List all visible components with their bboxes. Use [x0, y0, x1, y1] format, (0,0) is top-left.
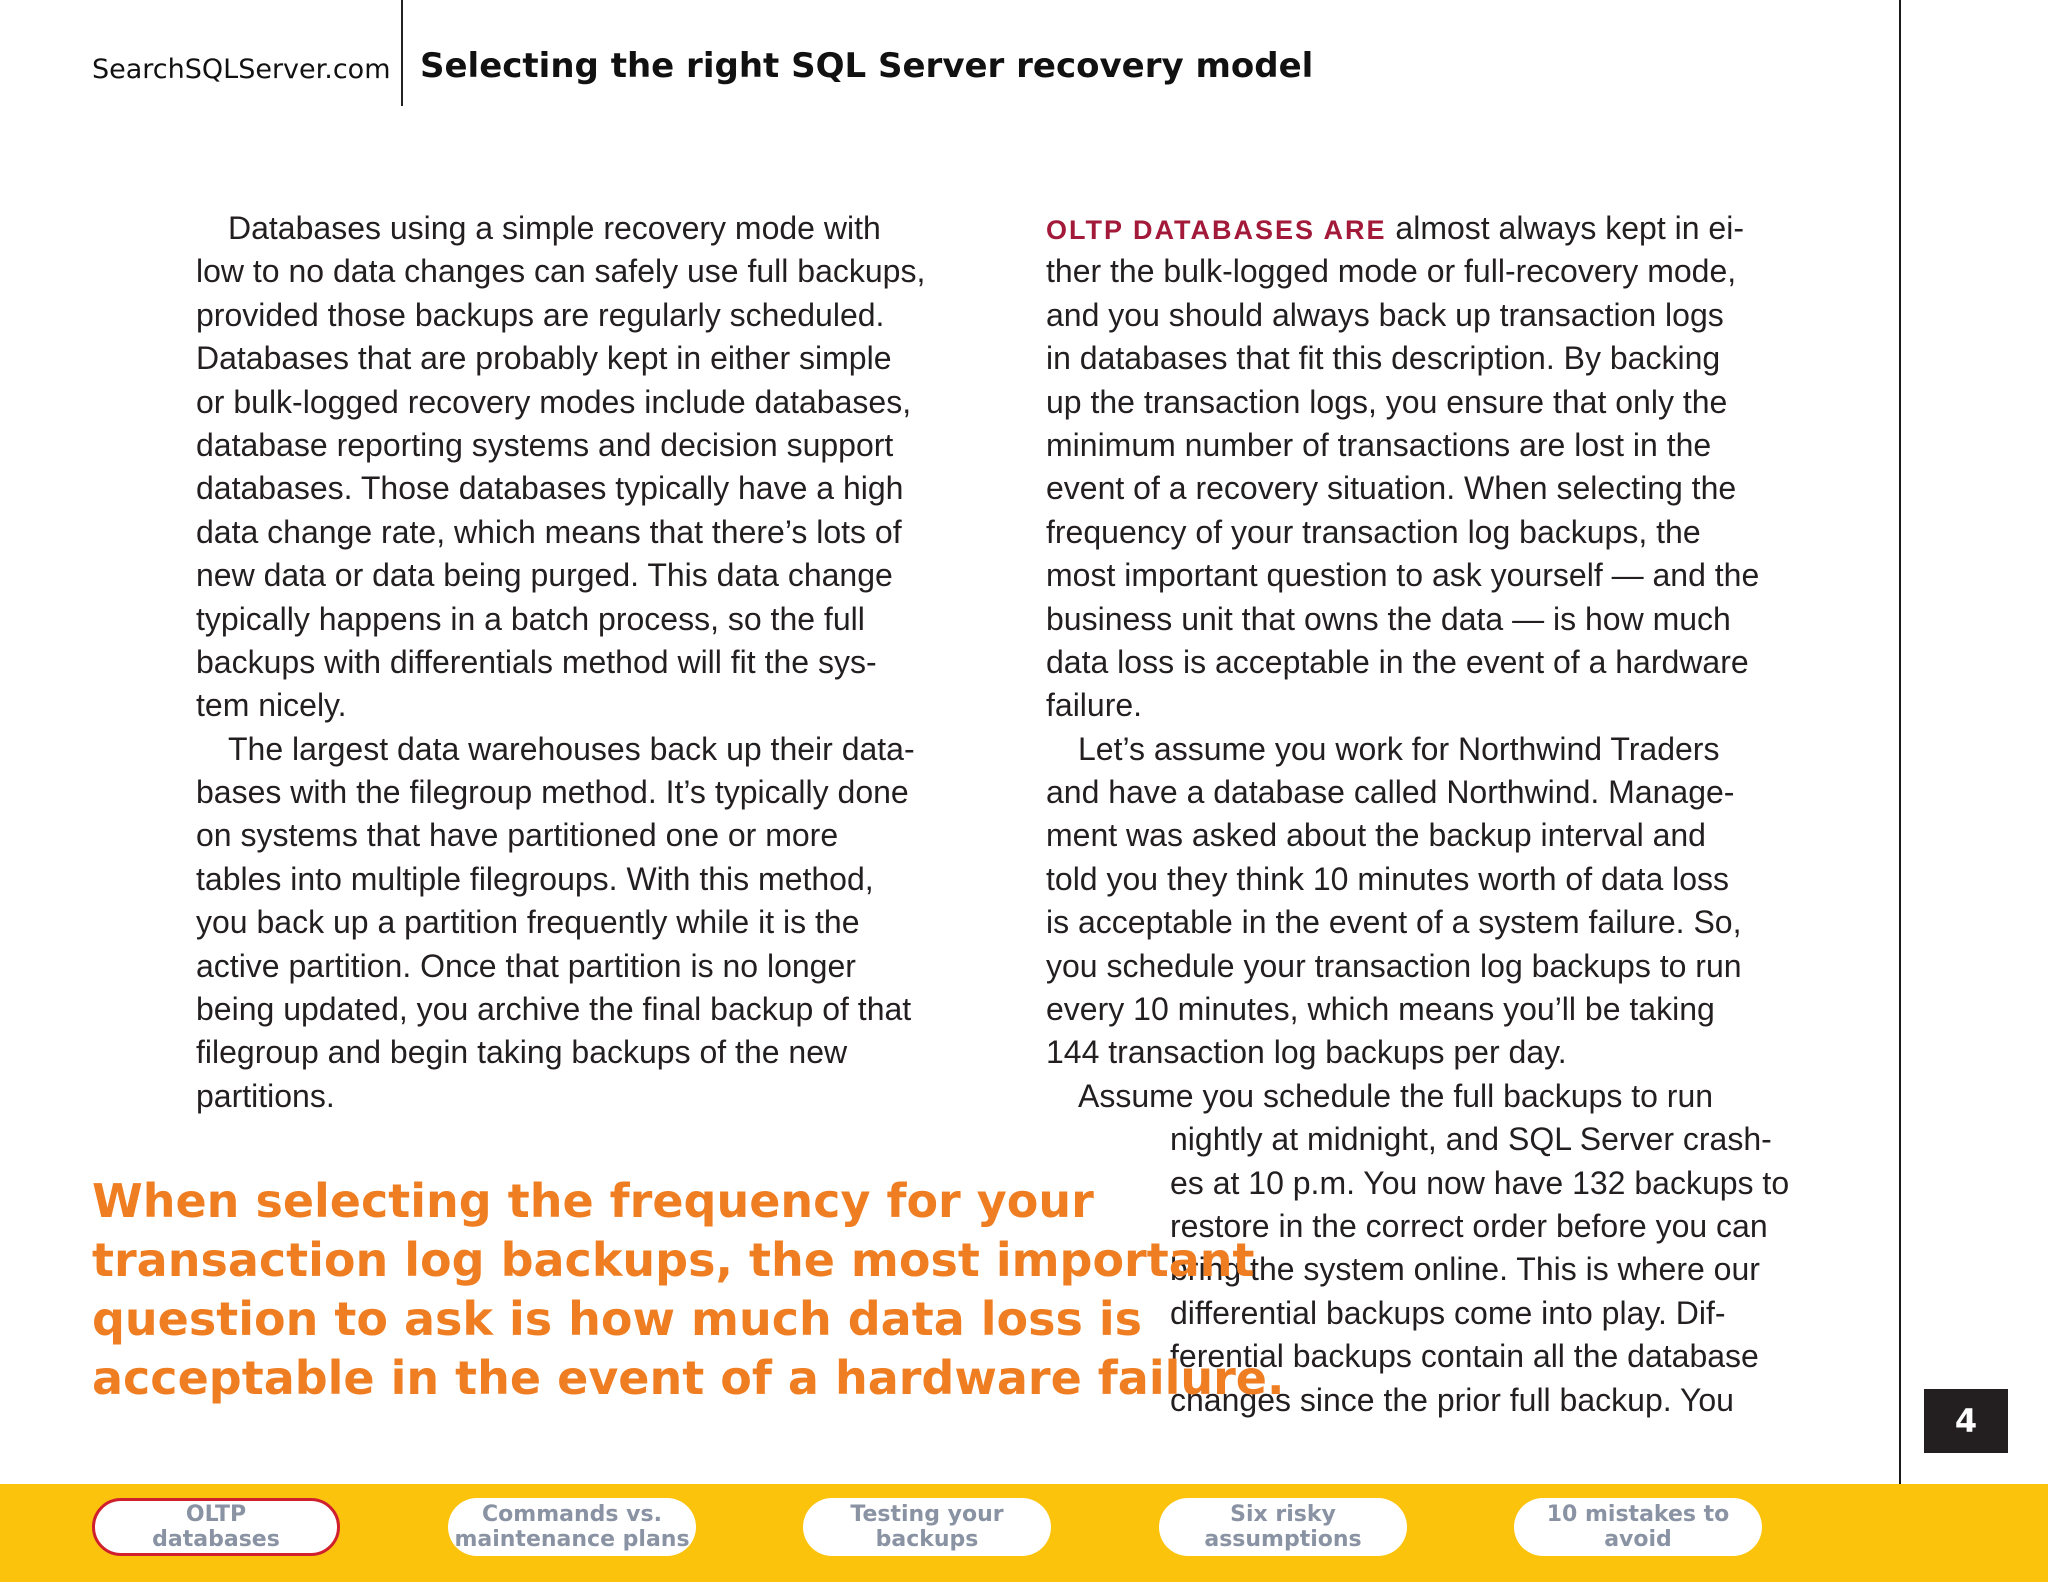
body-line: Let’s assume you work for Northwind Traders	[1078, 730, 1720, 767]
body-line: business unit that owns the data — is how much	[1046, 600, 1731, 637]
body-line: on systems that have partitioned one or more	[196, 817, 839, 854]
body-line: active partition. Once that partition is no longer	[196, 947, 856, 984]
nav-tab-label-line: Testing your	[850, 1502, 1004, 1527]
nav-tab-label-line: avoid	[1604, 1527, 1672, 1552]
body-line: tables into multiple filegroups. With this method,	[196, 860, 874, 897]
pull-quote	[92, 1172, 1285, 1408]
body-line: data loss is acceptable in the event of a hardware	[1046, 643, 1749, 680]
body-line: databases. Those databases typically have a high	[196, 470, 904, 507]
nav-tab-six-risky-assumptions[interactable]	[1159, 1498, 1407, 1556]
nav-tab-commands-vs-maintenance-plans[interactable]	[448, 1498, 696, 1556]
body-line: database reporting systems and decision support	[196, 426, 894, 463]
body-line: new data or data being purged. This data change	[196, 557, 893, 594]
nav-tab-oltp-databases[interactable]	[92, 1498, 340, 1556]
nav-tab-label-line: Commands vs.	[482, 1502, 662, 1527]
site-name: SearchSQLServer.com	[92, 54, 391, 85]
body-line-first	[1046, 207, 1846, 250]
pull-quote-line: question to ask is how much data loss is	[92, 1292, 1143, 1346]
body-line: every 10 minutes, which means you’ll be taking	[1046, 991, 1715, 1028]
left-column	[196, 207, 996, 1118]
nav-tab-10-mistakes-to-avoid[interactable]	[1514, 1498, 1762, 1556]
body-line: 144 transaction log backups per day.	[1046, 1034, 1567, 1071]
body-line: and you should always back up transaction logs	[1046, 296, 1724, 333]
body-line: ment was asked about the backup interval and	[1046, 817, 1706, 854]
body-line: typically happens in a batch process, so the full	[196, 600, 865, 637]
body-line: being updated, you archive the final backup of that	[196, 991, 912, 1028]
body-line: you back up a partition frequently while it is the	[196, 904, 860, 941]
body-line: frequency of your transaction log backups, the	[1046, 513, 1701, 550]
page-title: Selecting the right SQL Server recovery model	[420, 46, 1314, 86]
nav-tab-label-line: 10 mistakes to	[1546, 1502, 1730, 1527]
nav-tab-label-line: OLTP	[185, 1502, 247, 1527]
footer-nav	[0, 1484, 2048, 1582]
body-line: told you they think 10 minutes worth of data loss	[1046, 860, 1730, 897]
body-line: changes since the prior full backup. You	[1170, 1381, 1734, 1418]
body-line: data change rate, which means that there’s lots of	[196, 513, 902, 550]
section-lead-in: OLTP DATABASES ARE	[1046, 215, 1387, 245]
body-line: es at 10 p.m. You now have 132 backups to	[1170, 1164, 1790, 1201]
body-line: Assume you schedule the full backups to run	[1078, 1077, 1714, 1114]
body-line: filegroup and begin taking backups of the new	[196, 1034, 848, 1071]
nav-tab-label-line: maintenance plans	[454, 1527, 690, 1552]
body-line: minimum number of transactions are lost in the	[1046, 426, 1712, 463]
body-line: Databases that are probably kept in either simple	[196, 340, 892, 377]
body-line: backups with differentials method will fit the sys-	[196, 643, 877, 680]
body-line: up the transaction logs, you ensure that only the	[1046, 383, 1728, 420]
header-divider	[401, 0, 403, 106]
body-line: restore in the correct order before you can	[1170, 1207, 1768, 1244]
body-line: partitions.	[196, 1077, 335, 1114]
nav-tab-label-line: databases	[152, 1527, 280, 1552]
pull-quote-line: acceptable in the event of a hardware failure.	[92, 1351, 1285, 1405]
body-line: bring the system online. This is where our	[1170, 1251, 1760, 1288]
body-line: in databases that fit this description. By backing	[1046, 340, 1721, 377]
nav-tab-label-line: assumptions	[1204, 1527, 1362, 1552]
body-line: provided those backups are regularly scheduled.	[196, 296, 885, 333]
lead-line-rest: almost always kept in ei-	[1386, 210, 1744, 246]
body-line: bases with the filegroup method. It’s typically done	[196, 774, 909, 811]
body-line: event of a recovery situation. When selecting the	[1046, 470, 1737, 507]
body-line: or bulk-logged recovery modes include databases,	[196, 383, 912, 420]
page-number: 4	[1924, 1389, 2008, 1453]
body-line: Databases using a simple recovery mode with	[228, 210, 881, 246]
body-line: nightly at midnight, and SQL Server crash-	[1170, 1121, 1772, 1158]
body-line: you schedule your transaction log backups to run	[1046, 947, 1742, 984]
body-line: low to no data changes can safely use full backups,	[196, 253, 926, 290]
body-line: tem nicely.	[196, 687, 347, 724]
body-line: most important question to ask yourself — and the	[1046, 557, 1760, 594]
nav-tab-testing-your-backups[interactable]	[803, 1498, 1051, 1556]
nav-tab-label-line: Six risky	[1230, 1502, 1336, 1527]
body-line: The largest data warehouses back up their data-	[228, 730, 915, 767]
body-line: is acceptable in the event of a system failure. So,	[1046, 904, 1742, 941]
body-line: differential backups come into play. Dif-	[1170, 1294, 1726, 1331]
body-line: ther the bulk-logged mode or full-recovery mode,	[1046, 253, 1737, 290]
right-margin-rule	[1899, 0, 1901, 1484]
body-line: and have a database called Northwind. Manage-	[1046, 774, 1735, 811]
pull-quote-line: transaction log backups, the most important	[92, 1233, 1255, 1287]
nav-tab-label-line: backups	[875, 1527, 979, 1552]
body-line: ferential backups contain all the database	[1170, 1338, 1759, 1375]
pull-quote-line: When selecting the frequency for your	[92, 1174, 1094, 1228]
body-line: failure.	[1046, 687, 1143, 724]
